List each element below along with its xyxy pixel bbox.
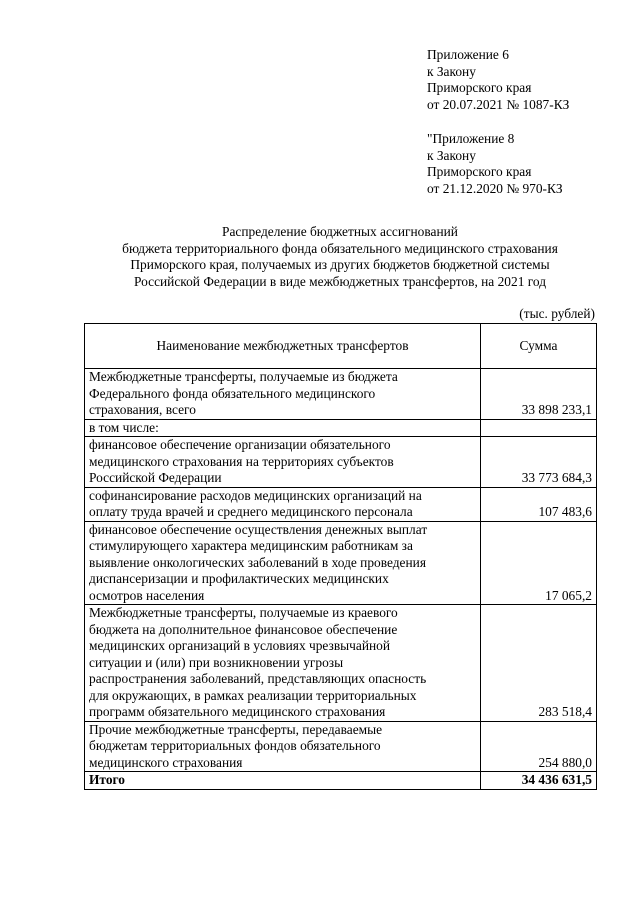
transfer-name-line: Российской Федерации (89, 470, 222, 485)
transfer-name-line: финансовое обеспечение осуществления денежных выплат (89, 521, 428, 537)
attachment-line: от 20.07.2021 № 1087-КЗ (427, 96, 570, 112)
header-sum: Сумма (481, 324, 597, 369)
transfer-name-line: ситуации и (или) при возникновении угрозы (89, 654, 344, 670)
transfer-name-line: осмотров населения (89, 587, 205, 603)
transfer-name-cell (85, 605, 481, 722)
transfer-name-line: для окружающих, в рамках реализации территориальных (89, 687, 417, 703)
units-label: (тыс. рублей) (519, 306, 595, 321)
transfer-name-line: медицинских организаций в условиях чрезвычайной (89, 638, 391, 653)
transfer-name-line: бюджета на дополнительное финансовое обеспечение (89, 621, 398, 637)
transfer-name-line: Межбюджетные трансферты, получаемые из бюджета (89, 369, 398, 384)
transfer-sum-cell: 254 880,0 (481, 721, 597, 772)
transfer-name-cell (85, 487, 481, 521)
transfer-name-line: финансовое обеспечение организации обязательного (89, 437, 391, 452)
transfer-name-line: Прочие межбюджетные трансферты, передаваемые (89, 721, 383, 737)
transfer-name-cell (85, 419, 481, 437)
document-title (60, 224, 620, 290)
table-header-row (85, 324, 597, 369)
total-label: Итого (85, 772, 481, 790)
title-line: Российской Федерации в виде межбюджетных трансфертов, на 2021 год (133, 273, 547, 289)
transfer-name-cell (85, 521, 481, 605)
attachment-line: Приложение 6 (427, 47, 509, 62)
table-row (85, 419, 597, 437)
transfer-name-line: софинансирование расходов медицинских организаций на (89, 487, 422, 503)
transfer-name-line: выявление онкологических заболеваний в ходе проведения (89, 554, 426, 570)
table-row (85, 605, 597, 722)
table-row (85, 721, 597, 772)
attachment-line: Приморского края (427, 80, 532, 95)
transfer-name-cell (85, 721, 481, 772)
transfer-sum-cell: 33 773 684,3 (481, 437, 597, 488)
transfer-sum-cell (481, 419, 597, 437)
total-row (85, 772, 597, 790)
transfer-name-line: страхования, всего (89, 402, 196, 417)
transfer-sum-cell: 283 518,4 (481, 605, 597, 722)
transfer-name-line: распространения заболеваний, представляющих опасность (89, 671, 427, 686)
transfer-name-line: оплату труда врачей и среднего медицинского персонала (89, 504, 413, 519)
table-body (85, 369, 597, 790)
attachment-current-reference (427, 47, 627, 113)
transfer-sum-cell: 107 483,6 (481, 487, 597, 521)
transfer-name-cell (85, 437, 481, 488)
attachment-line: к Закону (427, 63, 476, 79)
transfer-name-line: стимулирующего характера медицинским работникам за (89, 538, 413, 553)
transfer-sum-cell: 33 898 233,1 (481, 369, 597, 420)
transfers-table (84, 323, 597, 790)
transfer-name-cell (85, 369, 481, 420)
transfer-name-line: Федерального фонда обязательного медицинского (89, 385, 376, 401)
transfer-name-line: программ обязательного медицинского страхования (89, 704, 386, 719)
transfer-name-line: диспансеризации и профилактических медицинских (89, 571, 389, 586)
total-sum: 34 436 631,5 (481, 772, 597, 790)
title-line: бюджета территориального фонда обязательного медицинского страхования (122, 240, 558, 256)
transfer-name-line: медицинского страхования на территориях субъектов (89, 453, 394, 469)
header-name: Наименование межбюджетных трансфертов (85, 324, 481, 369)
table-row (85, 487, 597, 521)
transfer-name-line: в том числе: (89, 419, 159, 435)
transfer-sum-cell: 17 065,2 (481, 521, 597, 605)
table-row (85, 521, 597, 605)
table-row (85, 437, 597, 488)
attachment-previous-reference (427, 131, 627, 197)
table-row (85, 369, 597, 420)
attachment-line: к Закону (427, 147, 476, 163)
transfer-name-line: Межбюджетные трансферты, получаемые из краевого (89, 605, 398, 620)
transfer-name-line: медицинского страхования (89, 754, 243, 770)
attachment-line: от 21.12.2020 № 970-КЗ (427, 180, 563, 196)
transfer-name-line: бюджетам территориальных фондов обязательного (89, 738, 381, 753)
attachment-line: "Приложение 8 (427, 131, 515, 146)
attachment-line: Приморского края (427, 164, 532, 179)
title-line: Приморского края, получаемых из других бюджетов бюджетной системы (130, 257, 550, 272)
title-line: Распределение бюджетных ассигнований (222, 224, 458, 239)
